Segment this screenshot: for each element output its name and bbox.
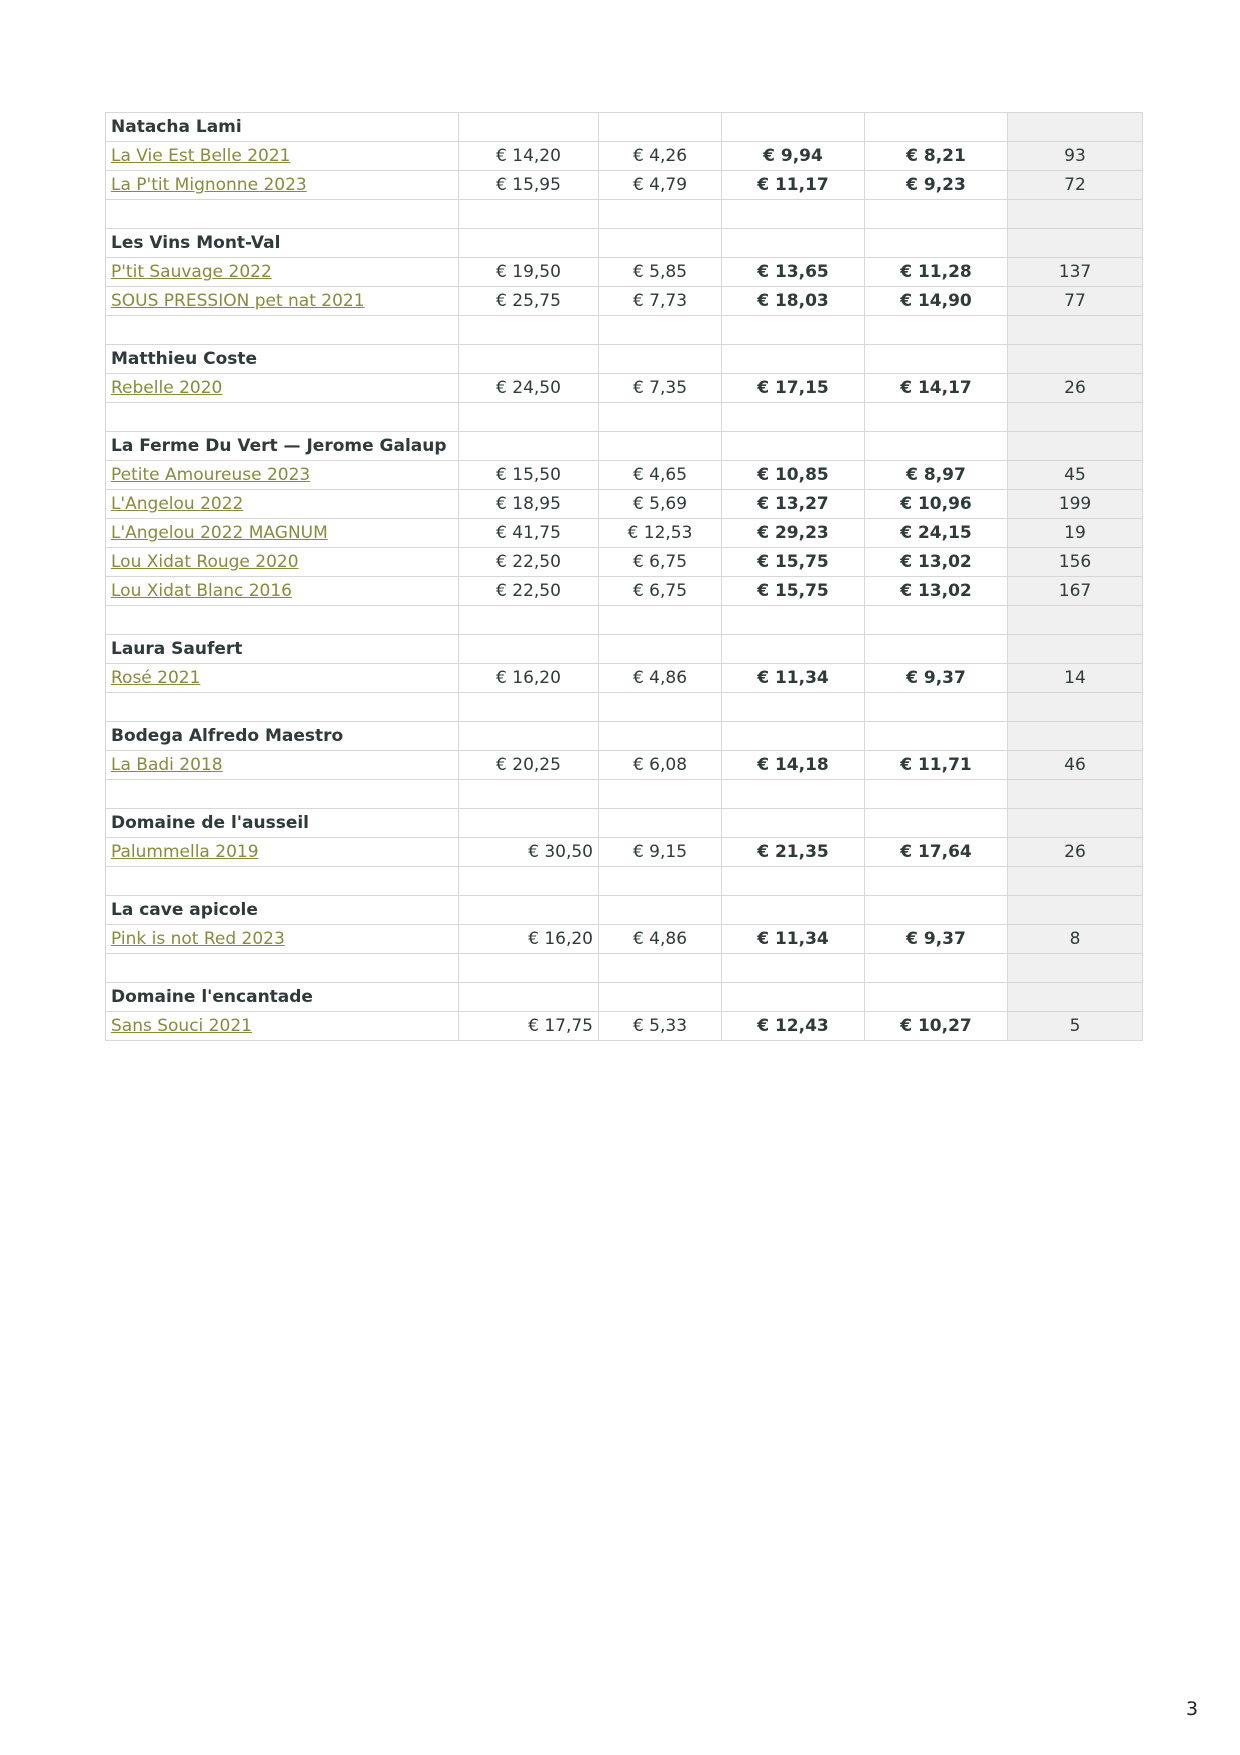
price-excl-vat-cell: € 14,17 [865, 374, 1008, 403]
empty-cell [599, 896, 722, 925]
empty-cell [599, 867, 722, 896]
wine-name-cell [106, 461, 459, 490]
wine-name-cell [106, 287, 459, 316]
wine-link[interactable]: La Badi 2018 [111, 755, 223, 775]
empty-cell [722, 606, 865, 635]
empty-cell [1008, 722, 1143, 751]
empty-cell [106, 403, 459, 432]
wine-name-cell [106, 374, 459, 403]
producer-name: Domaine de l'ausseil [106, 809, 459, 838]
producer-name: Laura Saufert [106, 635, 459, 664]
producer-name: Natacha Lami [106, 113, 459, 142]
retail-price-cell: € 16,20 [459, 664, 599, 693]
wine-link[interactable]: P'tit Sauvage 2022 [111, 262, 272, 282]
wine-link[interactable]: Petite Amoureuse 2023 [111, 465, 311, 485]
discount-cell: € 6,75 [599, 577, 722, 606]
net-price-cell: € 13,27 [722, 490, 865, 519]
empty-cell [599, 606, 722, 635]
wine-row [106, 461, 1143, 490]
empty-cell [599, 809, 722, 838]
spacer-row [106, 403, 1143, 432]
empty-cell [459, 635, 599, 664]
empty-cell [722, 200, 865, 229]
net-price-cell: € 15,75 [722, 577, 865, 606]
empty-cell [865, 403, 1008, 432]
empty-cell [1008, 983, 1143, 1012]
wine-row [106, 548, 1143, 577]
empty-cell [1008, 954, 1143, 983]
wine-row [106, 142, 1143, 171]
producer-row [106, 345, 1143, 374]
empty-cell [1008, 316, 1143, 345]
discount-cell: € 9,15 [599, 838, 722, 867]
retail-price-cell: € 20,25 [459, 751, 599, 780]
retail-price-cell: € 22,50 [459, 577, 599, 606]
empty-cell [865, 113, 1008, 142]
empty-cell [865, 780, 1008, 809]
quantity-cell: 77 [1008, 287, 1143, 316]
empty-cell [106, 867, 459, 896]
empty-cell [722, 345, 865, 374]
producer-name: Matthieu Coste [106, 345, 459, 374]
empty-cell [459, 345, 599, 374]
empty-cell [865, 200, 1008, 229]
quantity-cell: 5 [1008, 1012, 1143, 1041]
retail-price-cell: € 41,75 [459, 519, 599, 548]
retail-price-cell: € 24,50 [459, 374, 599, 403]
wine-name-cell [106, 751, 459, 780]
wine-name-cell [106, 171, 459, 200]
empty-cell [459, 722, 599, 751]
empty-cell [106, 200, 459, 229]
price-excl-vat-cell: € 9,37 [865, 664, 1008, 693]
empty-cell [722, 693, 865, 722]
empty-cell [599, 693, 722, 722]
quantity-cell: 45 [1008, 461, 1143, 490]
net-price-cell: € 10,85 [722, 461, 865, 490]
empty-cell [1008, 229, 1143, 258]
discount-cell: € 5,85 [599, 258, 722, 287]
empty-cell [722, 867, 865, 896]
price-excl-vat-cell: € 14,90 [865, 287, 1008, 316]
price-excl-vat-cell: € 10,96 [865, 490, 1008, 519]
price-excl-vat-cell: € 8,97 [865, 461, 1008, 490]
empty-cell [599, 722, 722, 751]
empty-cell [722, 229, 865, 258]
empty-cell [1008, 403, 1143, 432]
empty-cell [599, 403, 722, 432]
retail-price-cell: € 18,95 [459, 490, 599, 519]
empty-cell [599, 954, 722, 983]
empty-cell [106, 693, 459, 722]
wine-name-cell [106, 838, 459, 867]
wine-row [106, 258, 1143, 287]
quantity-cell: 26 [1008, 374, 1143, 403]
empty-cell [722, 316, 865, 345]
empty-cell [865, 896, 1008, 925]
empty-cell [1008, 345, 1143, 374]
wine-row [106, 664, 1143, 693]
wine-row [106, 171, 1143, 200]
wine-link[interactable]: SOUS PRESSION pet nat 2021 [111, 291, 365, 311]
spacer-row [106, 316, 1143, 345]
empty-cell [599, 113, 722, 142]
empty-cell [865, 983, 1008, 1012]
quantity-cell: 19 [1008, 519, 1143, 548]
empty-cell [1008, 606, 1143, 635]
empty-cell [459, 780, 599, 809]
empty-cell [865, 229, 1008, 258]
producer-row [106, 113, 1143, 142]
producer-name: Les Vins Mont-Val [106, 229, 459, 258]
wine-link[interactable]: Rebelle 2020 [111, 378, 223, 398]
empty-cell [459, 200, 599, 229]
empty-cell [865, 954, 1008, 983]
empty-cell [459, 316, 599, 345]
wine-name-cell [106, 925, 459, 954]
wine-link[interactable]: La Vie Est Belle 2021 [111, 146, 291, 166]
empty-cell [599, 635, 722, 664]
empty-cell [599, 229, 722, 258]
discount-cell: € 7,35 [599, 374, 722, 403]
wine-link[interactable]: L'Angelou 2022 [111, 494, 244, 514]
empty-cell [722, 403, 865, 432]
producer-name: Domaine l'encantade [106, 983, 459, 1012]
discount-cell: € 4,65 [599, 461, 722, 490]
wine-name-cell [106, 548, 459, 577]
retail-price-cell: € 14,20 [459, 142, 599, 171]
retail-price-cell: € 19,50 [459, 258, 599, 287]
empty-cell [1008, 113, 1143, 142]
spacer-row [106, 954, 1143, 983]
net-price-cell: € 11,34 [722, 925, 865, 954]
price-excl-vat-cell: € 11,28 [865, 258, 1008, 287]
empty-cell [722, 432, 865, 461]
empty-cell [106, 954, 459, 983]
producer-row [106, 809, 1143, 838]
price-excl-vat-cell: € 13,02 [865, 577, 1008, 606]
wine-row [106, 287, 1143, 316]
empty-cell [865, 432, 1008, 461]
empty-cell [599, 983, 722, 1012]
spacer-row [106, 867, 1143, 896]
empty-cell [1008, 780, 1143, 809]
net-price-cell: € 12,43 [722, 1012, 865, 1041]
net-price-cell: € 14,18 [722, 751, 865, 780]
empty-cell [1008, 693, 1143, 722]
price-excl-vat-cell: € 9,37 [865, 925, 1008, 954]
quantity-cell: 8 [1008, 925, 1143, 954]
discount-cell: € 12,53 [599, 519, 722, 548]
producer-name: La Ferme Du Vert — Jerome Galaup [106, 432, 459, 461]
empty-cell [106, 606, 459, 635]
empty-cell [722, 954, 865, 983]
wine-row [106, 577, 1143, 606]
wine-row [106, 751, 1143, 780]
empty-cell [865, 606, 1008, 635]
empty-cell [722, 896, 865, 925]
empty-cell [865, 809, 1008, 838]
spacer-row [106, 693, 1143, 722]
wine-row [106, 1012, 1143, 1041]
empty-cell [459, 113, 599, 142]
quantity-cell: 167 [1008, 577, 1143, 606]
price-excl-vat-cell: € 13,02 [865, 548, 1008, 577]
spacer-row [106, 200, 1143, 229]
wine-link[interactable]: Rosé 2021 [111, 668, 201, 688]
empty-cell [1008, 896, 1143, 925]
empty-cell [459, 403, 599, 432]
quantity-cell: 26 [1008, 838, 1143, 867]
price-excl-vat-cell: € 8,21 [865, 142, 1008, 171]
empty-cell [722, 635, 865, 664]
retail-price-cell: € 30,50 [459, 838, 599, 867]
discount-cell: € 5,69 [599, 490, 722, 519]
wine-link[interactable]: L'Angelou 2022 MAGNUM [111, 523, 328, 543]
wine-name-cell [106, 577, 459, 606]
empty-cell [599, 316, 722, 345]
producer-row [106, 229, 1143, 258]
retail-price-cell: € 25,75 [459, 287, 599, 316]
wine-row [106, 374, 1143, 403]
empty-cell [865, 345, 1008, 374]
wine-name-cell [106, 258, 459, 287]
price-excl-vat-cell: € 9,23 [865, 171, 1008, 200]
retail-price-cell: € 15,95 [459, 171, 599, 200]
wine-link[interactable]: Palummella 2019 [111, 842, 259, 862]
empty-cell [459, 867, 599, 896]
wine-link[interactable]: La P'tit Mignonne 2023 [111, 175, 307, 195]
net-price-cell: € 11,34 [722, 664, 865, 693]
quantity-cell: 46 [1008, 751, 1143, 780]
wine-name-cell [106, 142, 459, 171]
empty-cell [1008, 635, 1143, 664]
producer-name: La cave apicole [106, 896, 459, 925]
wine-name-cell [106, 519, 459, 548]
empty-cell [865, 867, 1008, 896]
empty-cell [722, 983, 865, 1012]
empty-cell [459, 693, 599, 722]
empty-cell [1008, 200, 1143, 229]
empty-cell [459, 432, 599, 461]
price-table-body [106, 113, 1143, 1041]
retail-price-cell: € 17,75 [459, 1012, 599, 1041]
quantity-cell: 14 [1008, 664, 1143, 693]
empty-cell [865, 316, 1008, 345]
price-table [105, 112, 1143, 1041]
net-price-cell: € 21,35 [722, 838, 865, 867]
wine-row [106, 490, 1143, 519]
price-excl-vat-cell: € 10,27 [865, 1012, 1008, 1041]
quantity-cell: 156 [1008, 548, 1143, 577]
producer-row [106, 983, 1143, 1012]
net-price-cell: € 18,03 [722, 287, 865, 316]
producer-row [106, 722, 1143, 751]
empty-cell [865, 722, 1008, 751]
producer-name: Bodega Alfredo Maestro [106, 722, 459, 751]
net-price-cell: € 13,65 [722, 258, 865, 287]
wine-name-cell [106, 664, 459, 693]
empty-cell [459, 954, 599, 983]
empty-cell [865, 635, 1008, 664]
net-price-cell: € 11,17 [722, 171, 865, 200]
discount-cell: € 5,33 [599, 1012, 722, 1041]
spacer-row [106, 780, 1143, 809]
retail-price-cell: € 22,50 [459, 548, 599, 577]
price-excl-vat-cell: € 11,71 [865, 751, 1008, 780]
wine-name-cell [106, 490, 459, 519]
producer-row [106, 635, 1143, 664]
discount-cell: € 6,75 [599, 548, 722, 577]
quantity-cell: 137 [1008, 258, 1143, 287]
quantity-cell: 93 [1008, 142, 1143, 171]
net-price-cell: € 17,15 [722, 374, 865, 403]
retail-price-cell: € 16,20 [459, 925, 599, 954]
price-excl-vat-cell: € 24,15 [865, 519, 1008, 548]
retail-price-cell: € 15,50 [459, 461, 599, 490]
producer-row [106, 896, 1143, 925]
price-excl-vat-cell: € 17,64 [865, 838, 1008, 867]
discount-cell: € 6,08 [599, 751, 722, 780]
empty-cell [865, 693, 1008, 722]
net-price-cell: € 9,94 [722, 142, 865, 171]
empty-cell [106, 780, 459, 809]
empty-cell [459, 229, 599, 258]
empty-cell [599, 432, 722, 461]
empty-cell [599, 780, 722, 809]
spacer-row [106, 606, 1143, 635]
discount-cell: € 4,86 [599, 925, 722, 954]
discount-cell: € 4,86 [599, 664, 722, 693]
discount-cell: € 7,73 [599, 287, 722, 316]
wine-row [106, 519, 1143, 548]
wine-link[interactable]: Sans Souci 2021 [111, 1016, 252, 1036]
wine-row [106, 838, 1143, 867]
empty-cell [106, 316, 459, 345]
empty-cell [1008, 809, 1143, 838]
empty-cell [722, 809, 865, 838]
empty-cell [459, 809, 599, 838]
quantity-cell: 199 [1008, 490, 1143, 519]
net-price-cell: € 15,75 [722, 548, 865, 577]
producer-row [106, 432, 1143, 461]
empty-cell [722, 113, 865, 142]
wine-link[interactable]: Lou Xidat Blanc 2016 [111, 581, 292, 601]
net-price-cell: € 29,23 [722, 519, 865, 548]
empty-cell [459, 896, 599, 925]
wine-name-cell [106, 1012, 459, 1041]
discount-cell: € 4,26 [599, 142, 722, 171]
quantity-cell: 72 [1008, 171, 1143, 200]
empty-cell [1008, 867, 1143, 896]
empty-cell [599, 200, 722, 229]
empty-cell [722, 780, 865, 809]
page-number: 3 [1186, 1698, 1199, 1720]
empty-cell [722, 722, 865, 751]
wine-link[interactable]: Pink is not Red 2023 [111, 929, 285, 949]
empty-cell [459, 606, 599, 635]
wine-row [106, 925, 1143, 954]
wine-link[interactable]: Lou Xidat Rouge 2020 [111, 552, 299, 572]
empty-cell [459, 983, 599, 1012]
discount-cell: € 4,79 [599, 171, 722, 200]
empty-cell [599, 345, 722, 374]
empty-cell [1008, 432, 1143, 461]
